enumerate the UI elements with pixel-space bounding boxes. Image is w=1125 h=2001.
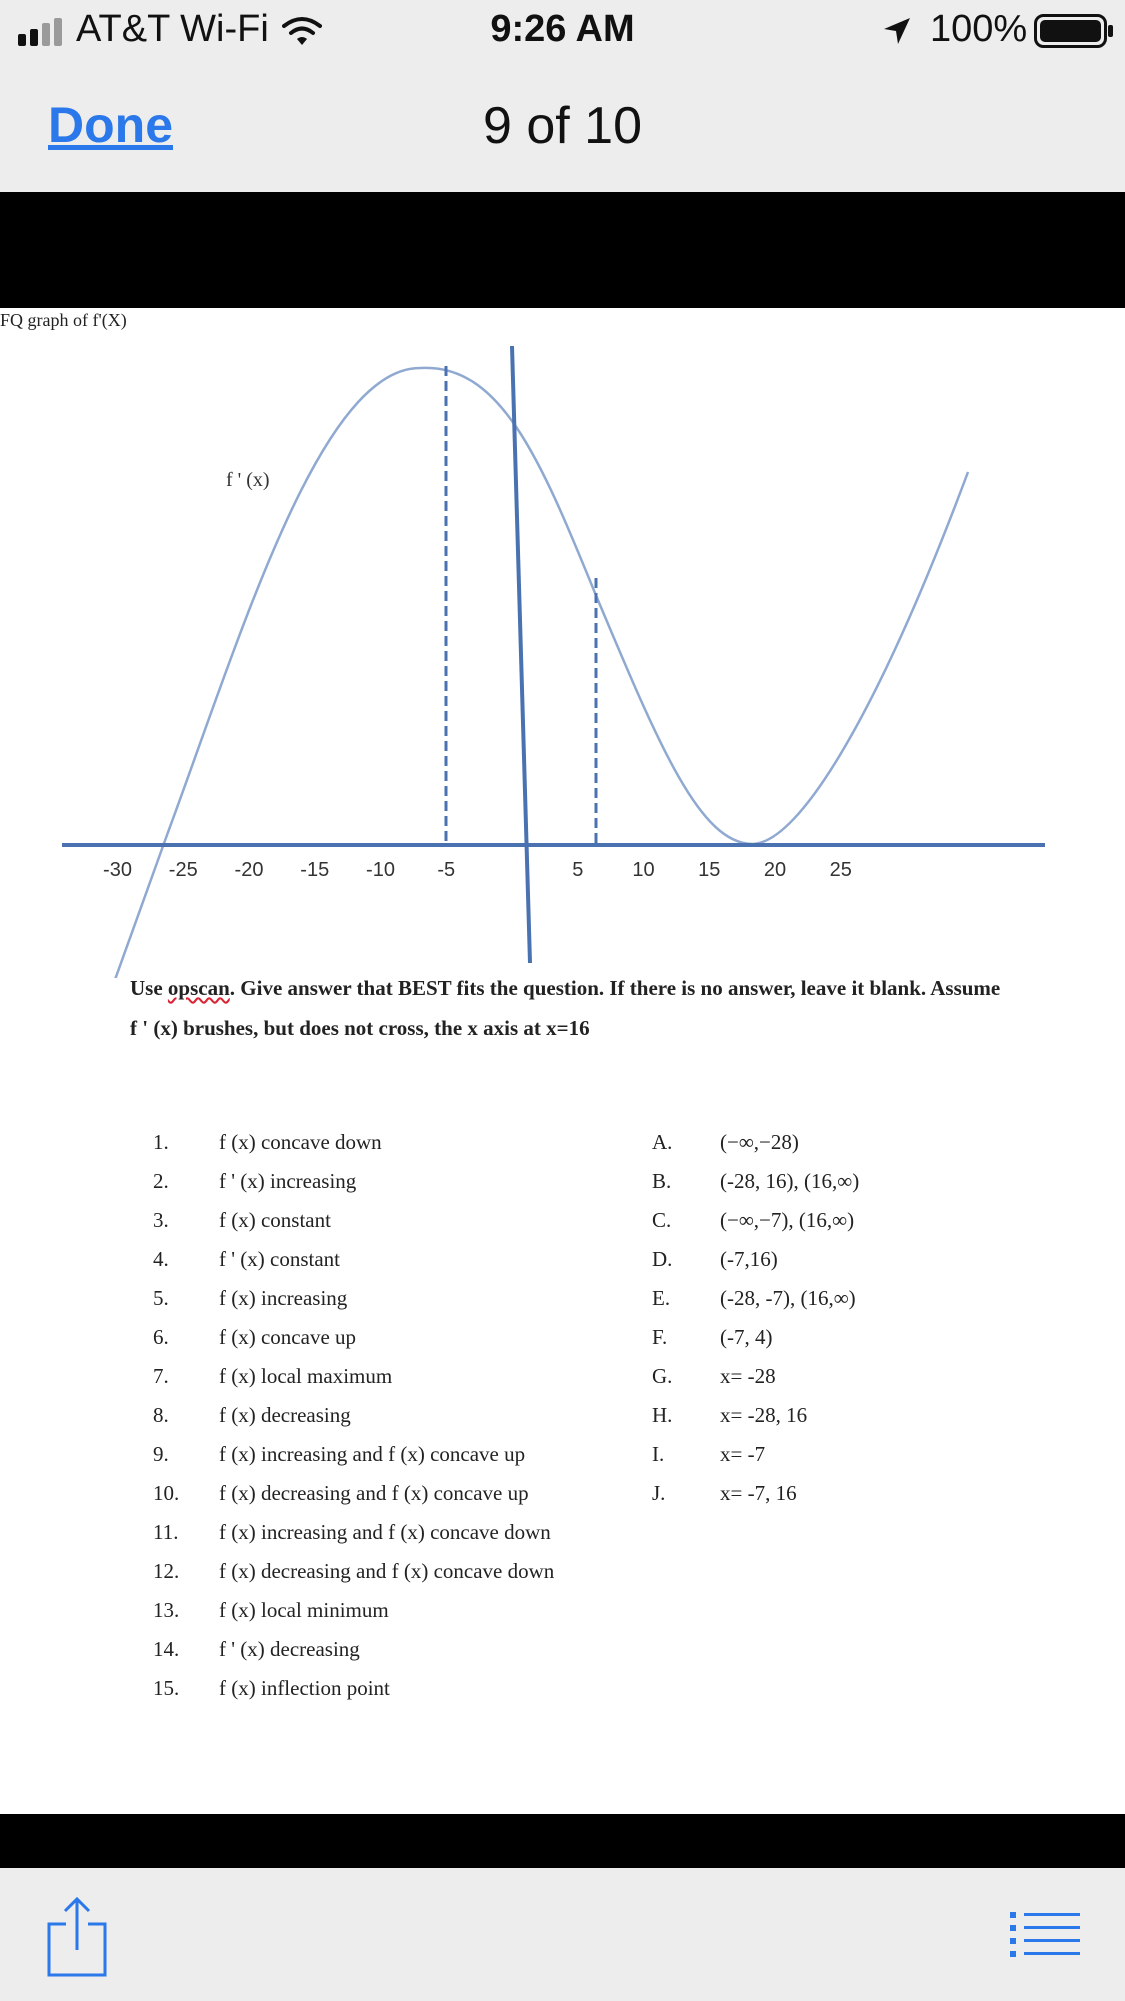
instructions-word-opscan: opscan — [167, 976, 230, 1000]
question-text: f (x) decreasing and f (x) concave down — [219, 1559, 555, 1583]
x-tick-label: -10 — [366, 859, 395, 881]
x-tick-label: -5 — [437, 859, 456, 881]
x-tick-label: 10 — [632, 859, 655, 881]
question-number: 10. — [153, 1481, 180, 1505]
document-header: FQ graph of f'(X) — [0, 310, 127, 330]
answer-letter: C. — [652, 1208, 672, 1232]
answer-letter: I. — [652, 1442, 665, 1466]
answer-letter: B. — [652, 1169, 672, 1193]
x-tick-label: 15 — [698, 859, 721, 881]
instructions-word-use: Use — [130, 976, 163, 1000]
instructions-rest: . Give answer that BEST fits the question. If there is no answer, leave it blank. Assume f ' (x) brushes, but does not cross, the x axis at x=16 — [130, 976, 1001, 1040]
x-tick-label: 25 — [829, 859, 852, 881]
bottom-toolbar — [0, 1868, 1125, 2001]
bottom-letterbox — [0, 1814, 1125, 1868]
y-axis — [512, 346, 530, 963]
answer-text: (−∞,−28) — [720, 1130, 799, 1154]
answer-text: x= -28 — [720, 1364, 776, 1388]
share-icon[interactable] — [46, 1894, 108, 1978]
question-text: f (x) local minimum — [219, 1598, 389, 1622]
answer-text: (-28, 16), (16,∞) — [720, 1169, 860, 1193]
question-number: 4. — [153, 1247, 169, 1271]
answer-letter: J. — [652, 1481, 666, 1505]
location-arrow-icon — [882, 16, 912, 46]
battery-icon — [1034, 14, 1114, 48]
question-text: f (x) inflection point — [219, 1676, 390, 1700]
answer-letter: D. — [652, 1247, 673, 1271]
answer-letter: H. — [652, 1403, 673, 1427]
question-number: 5. — [153, 1286, 169, 1310]
question-text: f (x) constant — [219, 1208, 331, 1232]
list-icon[interactable] — [1010, 1912, 1080, 1958]
question-text: f (x) decreasing and f (x) concave up — [219, 1481, 529, 1505]
question-number: 9. — [153, 1442, 169, 1466]
question-number: 15. — [153, 1676, 180, 1700]
question-text: f (x) concave up — [219, 1325, 357, 1349]
question-text: f (x) concave down — [219, 1130, 382, 1154]
question-text: f (x) increasing — [219, 1286, 348, 1310]
x-tick-label: 5 — [572, 859, 584, 881]
clock: 9:26 AM — [490, 8, 635, 50]
answer-letter: G. — [652, 1364, 673, 1388]
answer-text: x= -7 — [720, 1442, 766, 1466]
curve-label: f ' (x) — [226, 469, 270, 491]
answer-letter: F. — [652, 1325, 668, 1349]
question-text: f ' (x) increasing — [219, 1169, 357, 1193]
question-number: 1. — [153, 1130, 169, 1154]
status-bar — [0, 0, 1125, 62]
x-tick-label: -15 — [300, 859, 330, 881]
answer-text: (-7,16) — [720, 1247, 778, 1271]
question-text: f (x) local maximum — [219, 1364, 393, 1388]
derivative-curve — [112, 368, 968, 978]
x-tick-label: 20 — [763, 859, 787, 881]
top-letterbox — [0, 192, 1125, 308]
document-page — [0, 308, 1125, 1814]
done-button[interactable]: Done — [48, 97, 173, 153]
navigation-bar — [0, 62, 1125, 192]
question-text: f (x) increasing and f (x) concave down — [219, 1520, 551, 1544]
question-number: 14. — [153, 1637, 180, 1661]
answer-text: x= -7, 16 — [720, 1481, 797, 1505]
answer-text: (−∞,−7), (16,∞) — [720, 1208, 855, 1232]
question-text: f (x) decreasing — [219, 1403, 351, 1427]
question-number: 2. — [153, 1169, 169, 1193]
carrier-label: AT&T Wi-Fi — [76, 8, 269, 50]
instructions — [130, 968, 1010, 1048]
answer-letter: A. — [652, 1130, 673, 1154]
page-indicator: 9 of 10 — [482, 97, 643, 155]
question-number: 6. — [153, 1325, 169, 1349]
question-number: 7. — [153, 1364, 169, 1388]
answer-text: (-28, -7), (16,∞) — [720, 1286, 856, 1310]
x-tick-label: -30 — [103, 859, 132, 881]
derivative-graph — [0, 308, 1125, 978]
question-number: 8. — [153, 1403, 169, 1427]
answer-text: x= -28, 16 — [720, 1403, 808, 1427]
question-text: f (x) increasing and f (x) concave up — [219, 1442, 526, 1466]
answer-letter: E. — [652, 1286, 671, 1310]
question-text: f ' (x) decreasing — [219, 1637, 360, 1661]
battery-percent: 100% — [930, 8, 1028, 50]
question-number: 13. — [153, 1598, 180, 1622]
x-tick-label: -20 — [234, 859, 264, 881]
question-number: 12. — [153, 1559, 180, 1583]
question-text: f ' (x) constant — [219, 1247, 340, 1271]
question-number: 3. — [153, 1208, 169, 1232]
question-number: 11. — [153, 1520, 179, 1544]
answer-text: (-7, 4) — [720, 1325, 773, 1349]
x-tick-label: -25 — [168, 859, 198, 881]
